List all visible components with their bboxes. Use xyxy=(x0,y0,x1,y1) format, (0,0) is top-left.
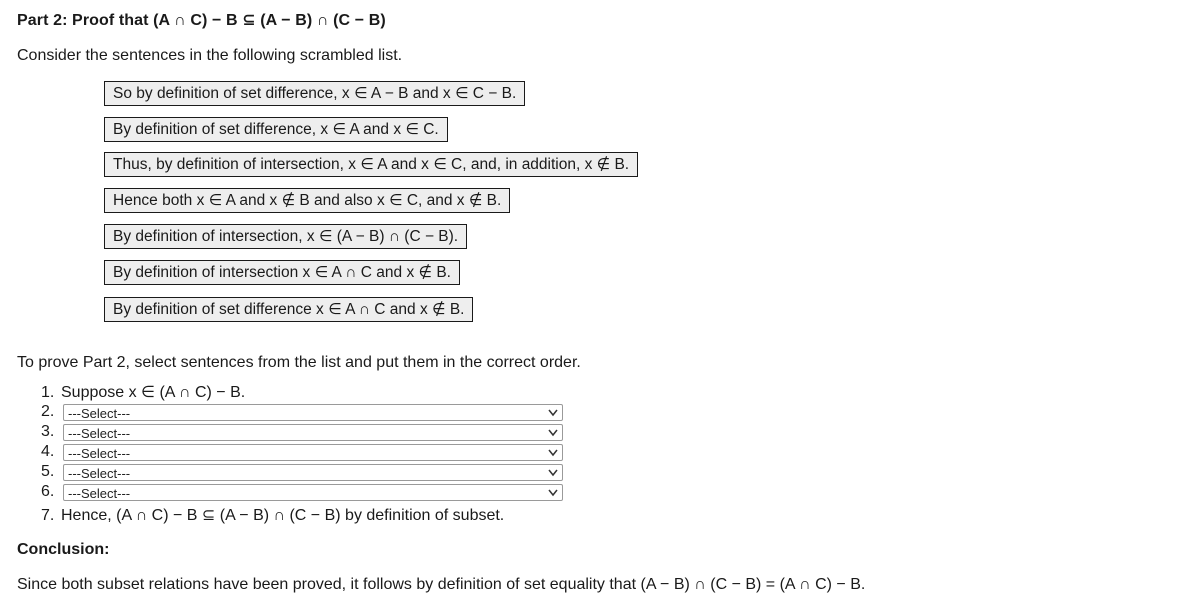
step-number: 3. xyxy=(41,423,55,440)
step-number: 5. xyxy=(41,463,55,480)
step-number: 6. xyxy=(41,483,55,500)
proof-step-6 xyxy=(41,483,131,501)
scrambled-sentence[interactable]: By definition of intersection, x ∈ (A − B) ∩ (C − B). xyxy=(104,224,467,249)
step-text: Hence, (A ∩ C) − B ⊆ (A − B) ∩ (C − B) by definition of subset. xyxy=(61,507,505,524)
proof-step-3 xyxy=(41,423,131,441)
chevron-down-icon xyxy=(548,445,558,462)
scrambled-sentence[interactable]: So by definition of set difference, x ∈ A − B and x ∈ C − B. xyxy=(104,81,525,106)
prove-instructions: To prove Part 2, select sentences from the list and put them in the correct order. xyxy=(17,354,581,371)
proof-step-4 xyxy=(41,443,131,461)
proof-step-5 xyxy=(41,463,131,481)
step-select[interactable] xyxy=(63,464,563,481)
proof-step-7 xyxy=(41,505,504,525)
step-number: 4. xyxy=(41,443,55,460)
conclusion-text: Since both subset relations have been proved, it follows by definition of set equality that (A − B) ∩ (C − B) = (A ∩ C) − B. xyxy=(17,576,866,593)
conclusion-heading: Conclusion: xyxy=(17,541,110,558)
select-value: ---Select--- xyxy=(68,446,131,461)
step-select[interactable] xyxy=(63,424,563,441)
scrambled-sentence[interactable]: By definition of set difference x ∈ A ∩ C and x ∉ B. xyxy=(104,297,473,322)
select-value: ---Select--- xyxy=(68,406,131,421)
chevron-down-icon xyxy=(548,425,558,442)
select-value: ---Select--- xyxy=(68,466,131,481)
scrambled-sentence[interactable]: Hence both x ∈ A and x ∉ B and also x ∈ C, and x ∉ B. xyxy=(104,188,510,213)
chevron-down-icon xyxy=(548,405,558,422)
select-value: ---Select--- xyxy=(68,486,131,501)
step-select[interactable] xyxy=(63,404,563,421)
intro-text: Consider the sentences in the following scrambled list. xyxy=(17,47,403,64)
step-number: 2. xyxy=(41,403,55,420)
part-heading: Part 2: Proof that (A ∩ C) − B ⊆ (A − B) ∩ (C − B) xyxy=(17,12,386,29)
step-number: 7. xyxy=(41,507,55,524)
step-select[interactable] xyxy=(63,444,563,461)
select-value: ---Select--- xyxy=(68,426,131,441)
chevron-down-icon xyxy=(548,465,558,482)
proof-step-1 xyxy=(41,382,245,402)
step-number: 1. xyxy=(41,384,55,401)
chevron-down-icon xyxy=(548,485,558,502)
step-select[interactable] xyxy=(63,484,563,501)
proof-step-2 xyxy=(41,403,131,421)
scrambled-sentence[interactable]: By definition of intersection x ∈ A ∩ C and x ∉ B. xyxy=(104,260,460,285)
step-text: Suppose x ∈ (A ∩ C) − B. xyxy=(61,384,246,401)
scrambled-sentence[interactable]: By definition of set difference, x ∈ A and x ∈ C. xyxy=(104,117,448,142)
scrambled-sentence[interactable]: Thus, by definition of intersection, x ∈ A and x ∈ C, and, in addition, x ∉ B. xyxy=(104,152,638,177)
